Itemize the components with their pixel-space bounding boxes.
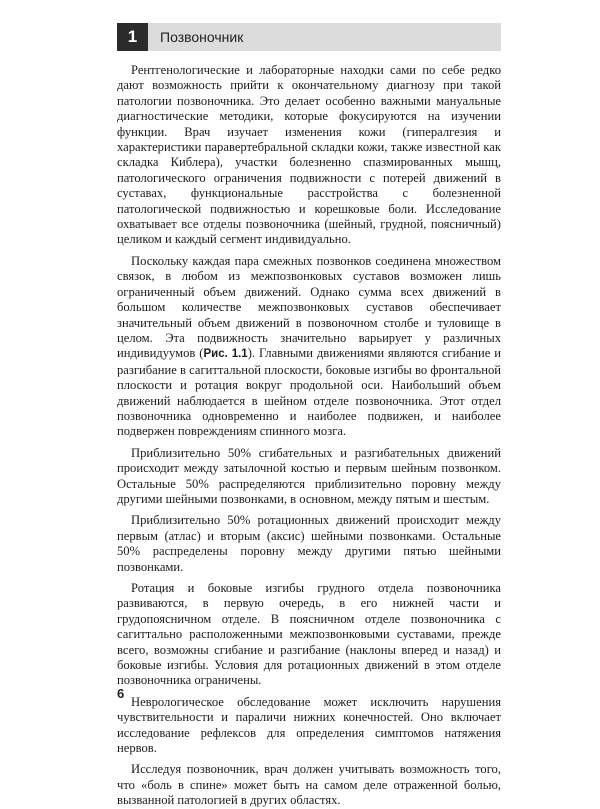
paragraph-3: Приблизительно 50% сгибательных и разгибательных движений происходит между затылочной костью и первым шейным позвонком. Остальные 50% распределяются приблизительно поровну между другими шейными позвонками, в основном, между пятым и шестым. — [117, 445, 501, 506]
body-text — [117, 63, 501, 809]
chapter-title-bar — [148, 23, 501, 51]
paragraph-1: Рентгенологические и лабораторные находки сами по себе редко дают возможность прийти к окончательному диагнозу при такой патологии позвоночника. Это делает особенно важными мануальные диагностические методики, которые фокусируются на изучении функции. Врач изучает изменения кожи (гипералгезия и характеристики паравертебральной складки кожи, также известной как складка Киблера), участки болезненно спазмированных мышц, патологического ограничения подвижности с потерей движений в суставах, функциональные расстройства с болезненной патологической подвижностью и корешковые боли. Исследование охватывает все отделы позвоночника (шейный, грудной, поясничный) целиком и каждый сегмент индивидуально. — [117, 63, 501, 247]
chapter-number: 1 — [117, 23, 148, 51]
paragraph-5: Ротация и боковые изгибы грудного отдела позвоночника развиваются, в первую очередь, в его нижней части и грудопоясничном отделе. В поясничном отделе позвоночника с сагиттально расположенными межпозвонковыми суставами, прежде всего, возможны сгибание и разгибание (наклоны вперед и назад) и боковые изгибы. Условия для ротационных движений в этом отделе позвоночника ограничены. — [117, 581, 501, 688]
paragraph-6: Неврологическое обследование может исключить нарушения чувствительности и параличи нижних конечностей. Оно включает исследование рефлексов для определения симптомов натяжения нервов. — [117, 694, 501, 756]
page-number: 6 — [117, 686, 125, 701]
running-header — [117, 23, 501, 51]
paragraph-2-part-b: ). Главными движениями являются сгибание и разгибание в сагиттальной плоскости, боковые изгибы во фронтальной плоскости и ротация вокруг продольной оси. Наибольший объем движений наблюдается в шейном отделе позвоночника. Этот отдел позвоночника одновременно и наиболее подвижен, и наиболее подвержен повреждениям спинного мозга. — [117, 346, 502, 439]
chapter-title: Позвоночник — [160, 29, 244, 45]
paragraph-2 — [117, 254, 501, 440]
paragraph-7: Исследуя позвоночник, врач должен учитывать возможность того, что «боль в спине» может быть на самом деле отраженной болью, вызванной патологией в других областях. — [117, 762, 501, 808]
figure-reference: Рис. 1.1 — [203, 348, 248, 361]
paragraph-2-part-a: Поскольку каждая пара смежных позвонков соединена множеством связок, в любом из межпозвонковых суставов возможен лишь ограниченный объем движений. Однако сумма всех движений в большом количестве межпозвонковых суставов обеспечивает значительный объем движений в позвоночном столбе и туловище в целом. Эта подвижность значительно варьирует у различных индивидуумов ( — [117, 253, 501, 361]
paragraph-4: Приблизительно 50% ротационных движений происходит между первым (атлас) и вторым (аксис) шейными позвонками. Остальные 50% распределены поровну между другими пятью шейными позвонками. — [117, 513, 501, 574]
